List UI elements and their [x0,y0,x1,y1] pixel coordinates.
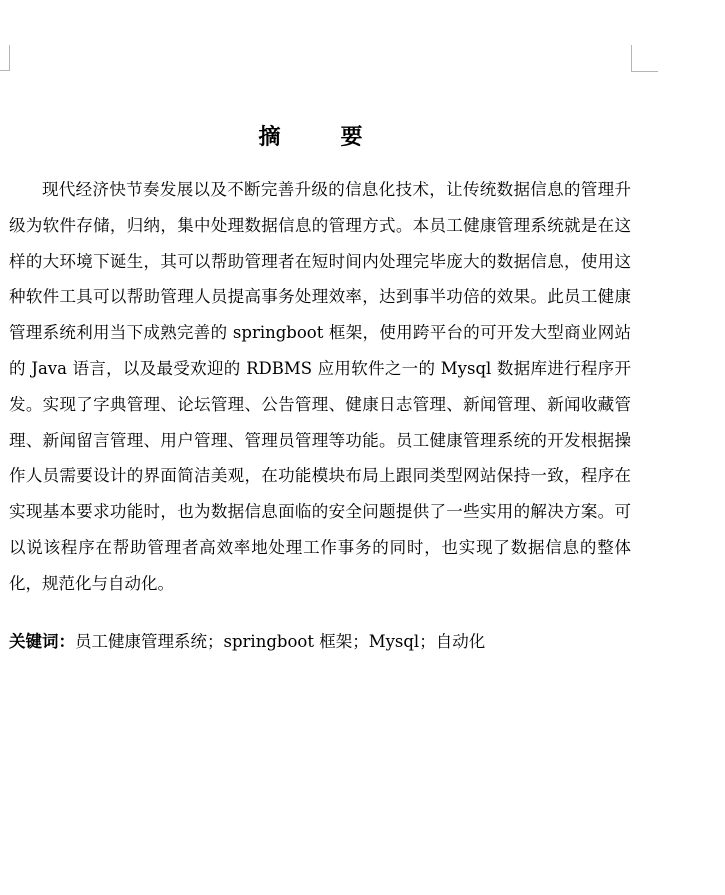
keywords-text: 员工健康管理系统；springboot 框架；Mysql；自动化 [75,632,486,651]
crop-mark-top-right [631,45,658,72]
abstract-paragraph: 现代经济快节奏发展以及不断完善升级的信息化技术，让传统数据信息的管理升级为软件存储，归纳，集中处理数据信息的管理方式。本员工健康管理系统就是在这样的大环境下诞生，其可以帮助管理者在短时间内处理完毕庞大的数据信息，使用这种软件工具可以帮助管理人员提高事务处理效率，达到事半功倍的效果。此员工健康管理系统利用当下成熟完善的 springboot 框架，使用跨平台的可开发大型商业网站的 Java 语言，以及最受欢迎的 RDBMS 应用软件之一的 Mysql 数据库进行程序开发。实现了字典管理、论坛管理、公告管理、健康日志管理、新闻管理、新闻收藏管理、新闻留言管理、用户管理、管理员管理等功能。员工健康管理系统的开发根据操作人员需要设计的界面简洁美观，在功能模块布局上跟同类型网站保持一致，程序在实现基本要求功能时，也为数据信息面临的安全问题提供了一些实用的解决方案。可以说该程序在帮助管理者高效率地处理工作事务的同时，也实现了数据信息的整体化，规范化与自动化。 [9,180,631,593]
keywords-label: 关键词： [9,632,75,651]
crop-mark-top-left-horizontal [0,70,9,71]
page-title: 摘 要 [258,123,382,150]
keywords-line [9,628,631,656]
crop-mark-top-left [0,45,10,71]
